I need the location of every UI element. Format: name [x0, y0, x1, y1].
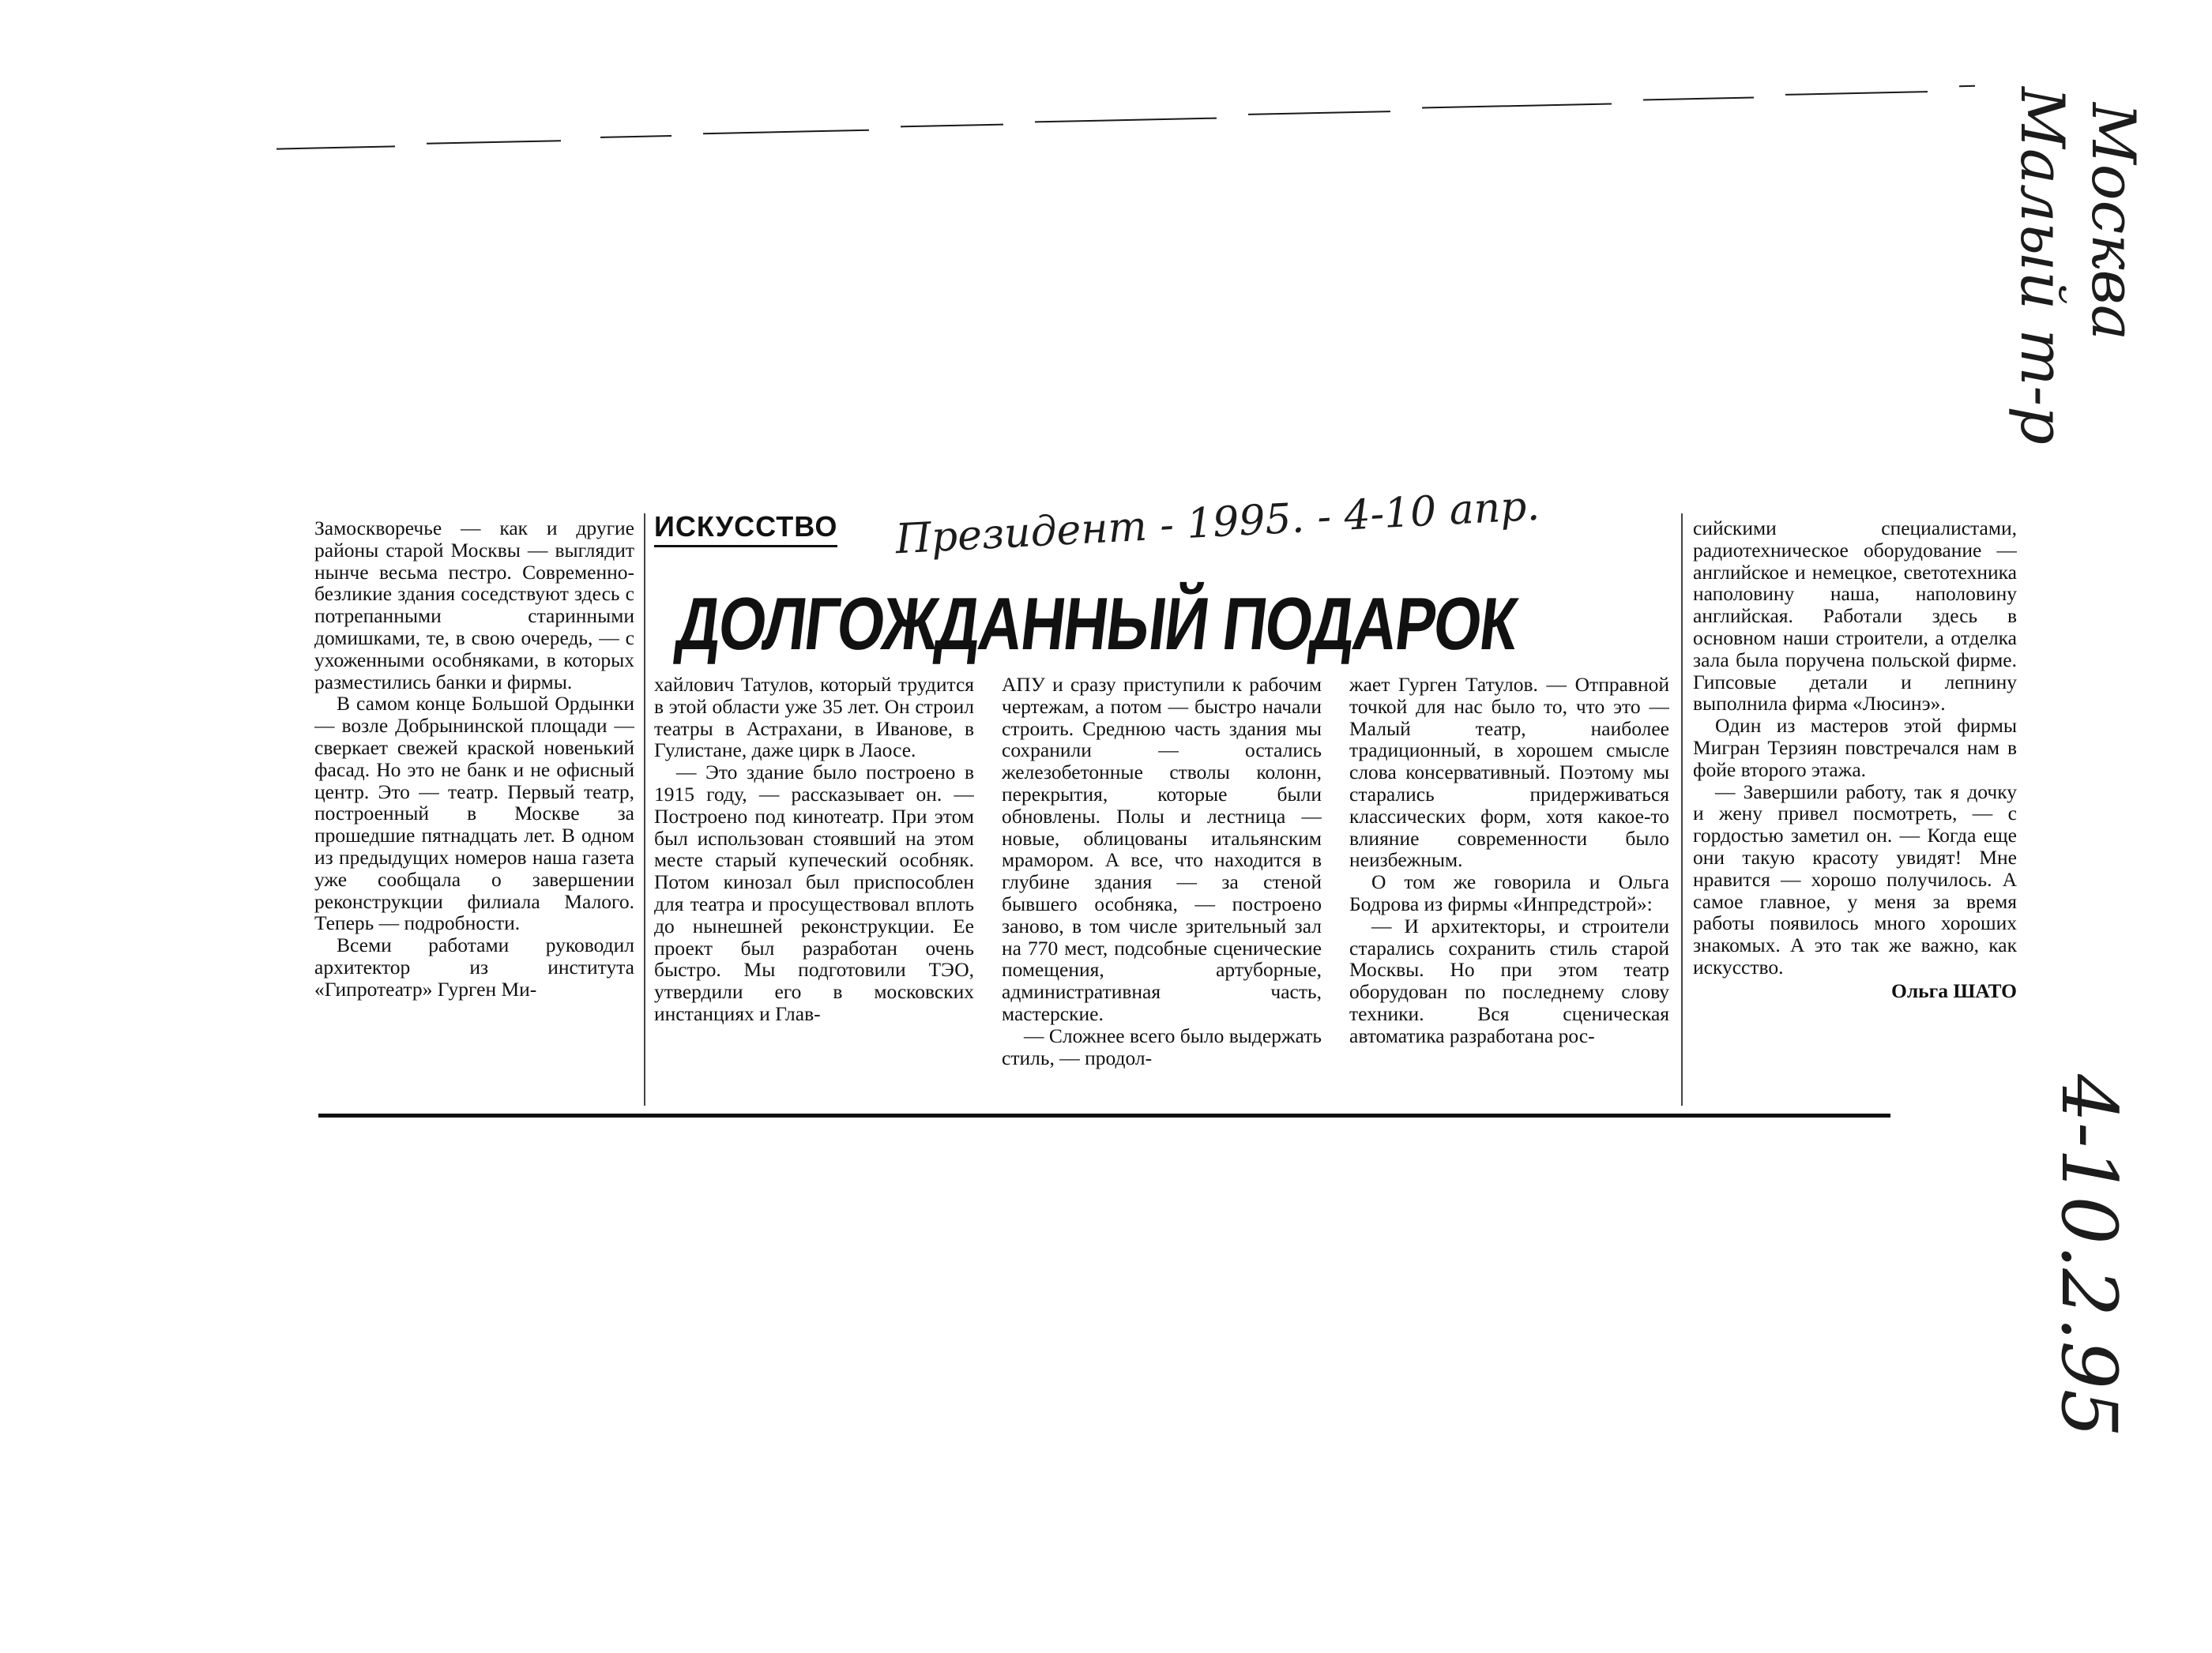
article-column-5: [1693, 517, 2017, 1102]
paragraph: хайлович Татулов, который трудится в этой области уже 35 лет. Он строил театры в Астрахани, в Иванове, в Гулистане, даже цирк в Лаосе.: [654, 674, 974, 762]
paragraph: — Это здание было построено в 1915 году, — рассказывает он. — Построено под кинотеатр. При этом был использован стоявший на этом месте старый купеческий особняк. Потом кинозал был приспособлен для театра и просуществовал вплоть до нынешней реконструкции. Ее проект был разработан очень быстро. Мы подготовили ТЭО, утвердили его в московских инстанциях и Глав-: [654, 761, 974, 1025]
article-headline: ДОЛГОЖДАННЫЙ ПОДАРОК: [672, 582, 1522, 665]
article-byline: Ольга ШАТО: [1890, 979, 2017, 1002]
paragraph: Один из мастеров этой фирмы Мигран Терзиян повстречался нам в фойе второго этажа.: [1693, 714, 2017, 781]
paragraph: О том же говорила и Ольга Бодрова из фирмы «Инпредстрой»:: [1349, 870, 1669, 915]
column-divider: [644, 513, 645, 1106]
archive-handwritten-marks: [2007, 87, 2149, 445]
article-column-1: [314, 517, 634, 1102]
archive-mark-line: Малый т-р: [2007, 87, 2078, 445]
paragraph: В самом конце Большой Ордынки — возле Добрынинской площади — сверкает свежей краской новенький фасад. Но это не банк и не офисный центр. Это — театр. Первый театр, построенный в Москве за прошедшие пятнадцать лет. В одном из предыдущих номеров наша газета уже сообщала о завершении реконструкции филиала Малого. Теперь — подробности.: [314, 692, 634, 935]
archive-mark-line: Москва: [2078, 103, 2149, 341]
source-handwritten-note: Президент - 1995. - 4-10 апр.: [893, 482, 1541, 564]
paragraph: — Сложнее всего было выдержать стиль, — продол-: [1002, 1024, 1322, 1069]
article-column-4: [1349, 674, 1669, 1104]
column-divider: [1681, 513, 1683, 1106]
paragraph: — И архитекторы, и строители старались сохранить стиль старой Москвы. Но при этом театр оборудован по последнему слову техники. Вся сценическая автоматика разработана рос-: [1349, 914, 1669, 1047]
archive-date-mark: 4-10.2.95: [2045, 1074, 2133, 1437]
newspaper-clipping: [303, 482, 2017, 1121]
paragraph: Замоскворечье — как и другие районы старой Москвы — выглядит нынче весьма пестро. Современно-безликие здания соседствуют здесь с потрепанными старинными домишками, те, в свою очередь, — с ухоженными особняками, в которых разместились банки и фирмы.: [314, 517, 634, 693]
rubric-label: ИСКУССТВО: [654, 510, 837, 547]
paragraph: АПУ и сразу приступили к рабочим чертежам, а потом — быстро начали строить. Среднюю часть здания мы сохранили — остались железобетонные стволы колонн, перекрытия, которые были обновлены. Полы и лестница — новые, облицованы итальянским мрамором. А все, что находится в глубине здания — за стеной бывшего особняка, — построено заново, в том числе зрительный зал на 770 мест, подсобные сценические помещения, артуборные, административная часть, мастерские.: [1002, 674, 1322, 1025]
paragraph: Всеми работами руководил архитектор из института «Гипротеатр» Гурген Ми-: [314, 934, 634, 1001]
paragraph: сийскими специалистами, радиотехническое оборудование — английское и немецкое, светотехника наполовину наша, наполовину английская. Работали здесь в основном наши строители, а отделка зала была поручена польской фирме. Гипсовые детали и лепнину выполнила фирма «Люсинэ».: [1693, 517, 2017, 716]
clipping-bottom-rule: [318, 1114, 1890, 1118]
article-column-2: [654, 674, 974, 1104]
article-column-3: [1002, 674, 1322, 1104]
paragraph: жает Гурген Татулов. — Отправной точкой для нас было то, что это — Малый театр, наиболее традиционный, в хорошем смысле слова консервативный. Поэтому мы старались придерживаться классических форм, хотя какое-то влияние современности было неизбежным.: [1349, 674, 1669, 872]
paragraph: — Завершили работу, так я дочку и жену привел посмотреть, — с гордостью заметил он. — Когда еще они такую красоту увидят! Мне нравится — хорошо получилось. А самое главное, у меня за время работы появилось много хороших знакомых. А это так же важно, как искусство.: [1693, 780, 2017, 979]
